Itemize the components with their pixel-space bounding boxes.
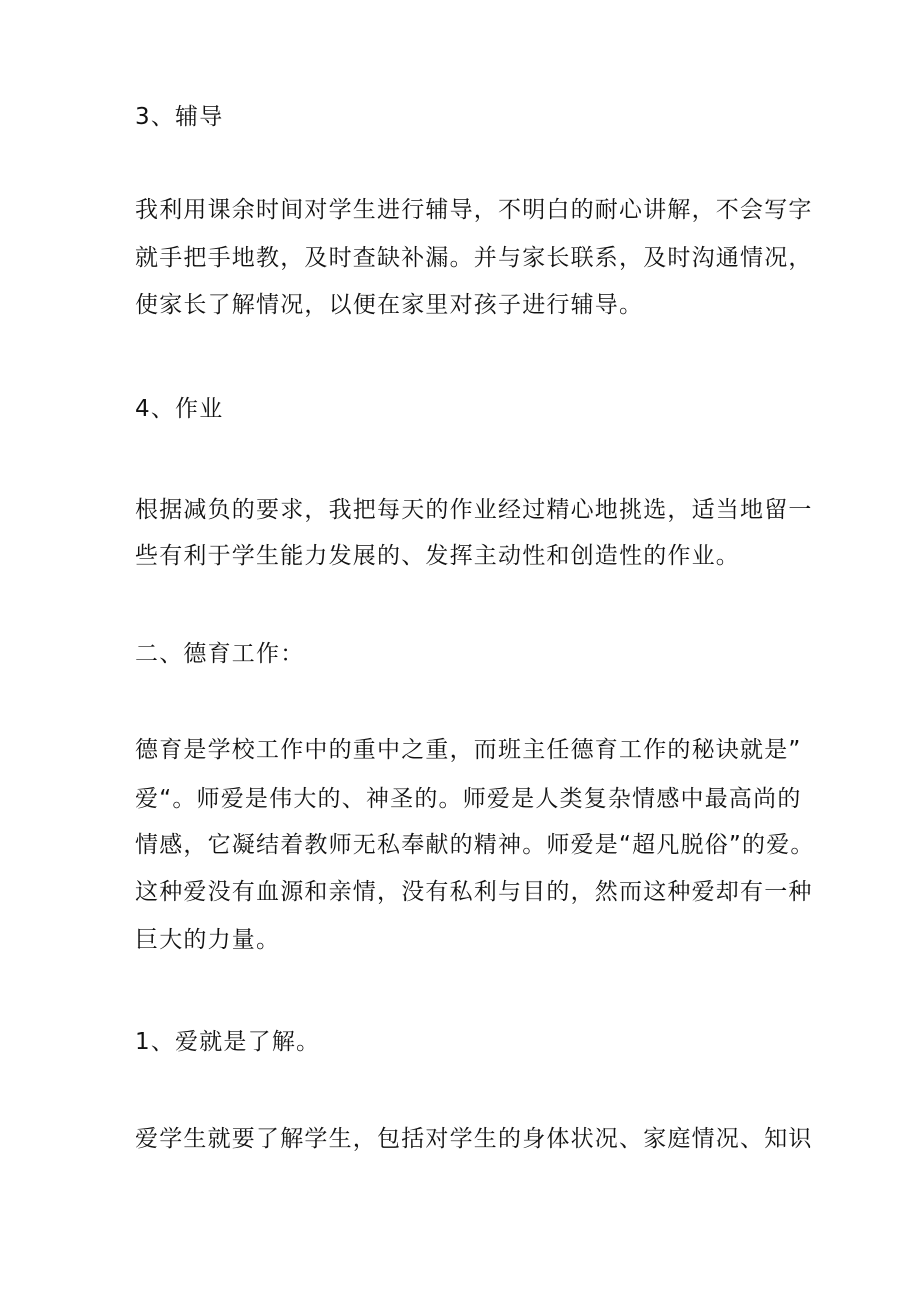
section-heading-love-means-understanding: 1、爱就是了解。 — [135, 1029, 321, 1055]
homework-paragraph-line-2: 些有利于学生能力发展的、发挥主动性和创造性的作业。 — [135, 543, 740, 569]
moral-education-paragraph-line-4: 这种爱没有血源和亲情，没有私利与目的，然而这种爱却有一种 — [135, 879, 813, 905]
section-heading-homework: 4、作业 — [135, 396, 224, 422]
section-heading-moral-education: 二、德育工作： — [135, 641, 305, 667]
homework-paragraph-line-1: 根据减负的要求，我把每天的作业经过精心地挑选，适当地留一 — [135, 497, 813, 523]
moral-education-paragraph-line-5: 巨大的力量。 — [135, 927, 281, 953]
tutoring-paragraph-line-3: 使家长了解情况，以便在家里对孩子进行辅导。 — [135, 292, 644, 318]
moral-education-paragraph-line-2: 爱“。师爱是伟大的、神圣的。师爱是人类复杂情感中最高尚的 — [135, 786, 802, 812]
tutoring-paragraph-line-1: 我利用课余时间对学生进行辅导，不明白的耐心讲解，不会写字 — [135, 197, 813, 223]
understanding-paragraph-line-1: 爱学生就要了解学生，包括对学生的身体状况、家庭情况、知识 — [135, 1126, 813, 1152]
moral-education-paragraph-line-1: 德育是学校工作中的重中之重，而班主任德育工作的秘诀就是” — [135, 737, 802, 763]
tutoring-paragraph-line-2: 就手把手地教，及时查缺补漏。并与家长联系，及时沟通情况， — [135, 245, 813, 271]
section-heading-tutoring: 3、辅导 — [135, 104, 224, 130]
moral-education-paragraph-line-3: 情感，它凝结着教师无私奉献的精神。师爱是“超凡脱俗”的爱。 — [135, 832, 815, 858]
